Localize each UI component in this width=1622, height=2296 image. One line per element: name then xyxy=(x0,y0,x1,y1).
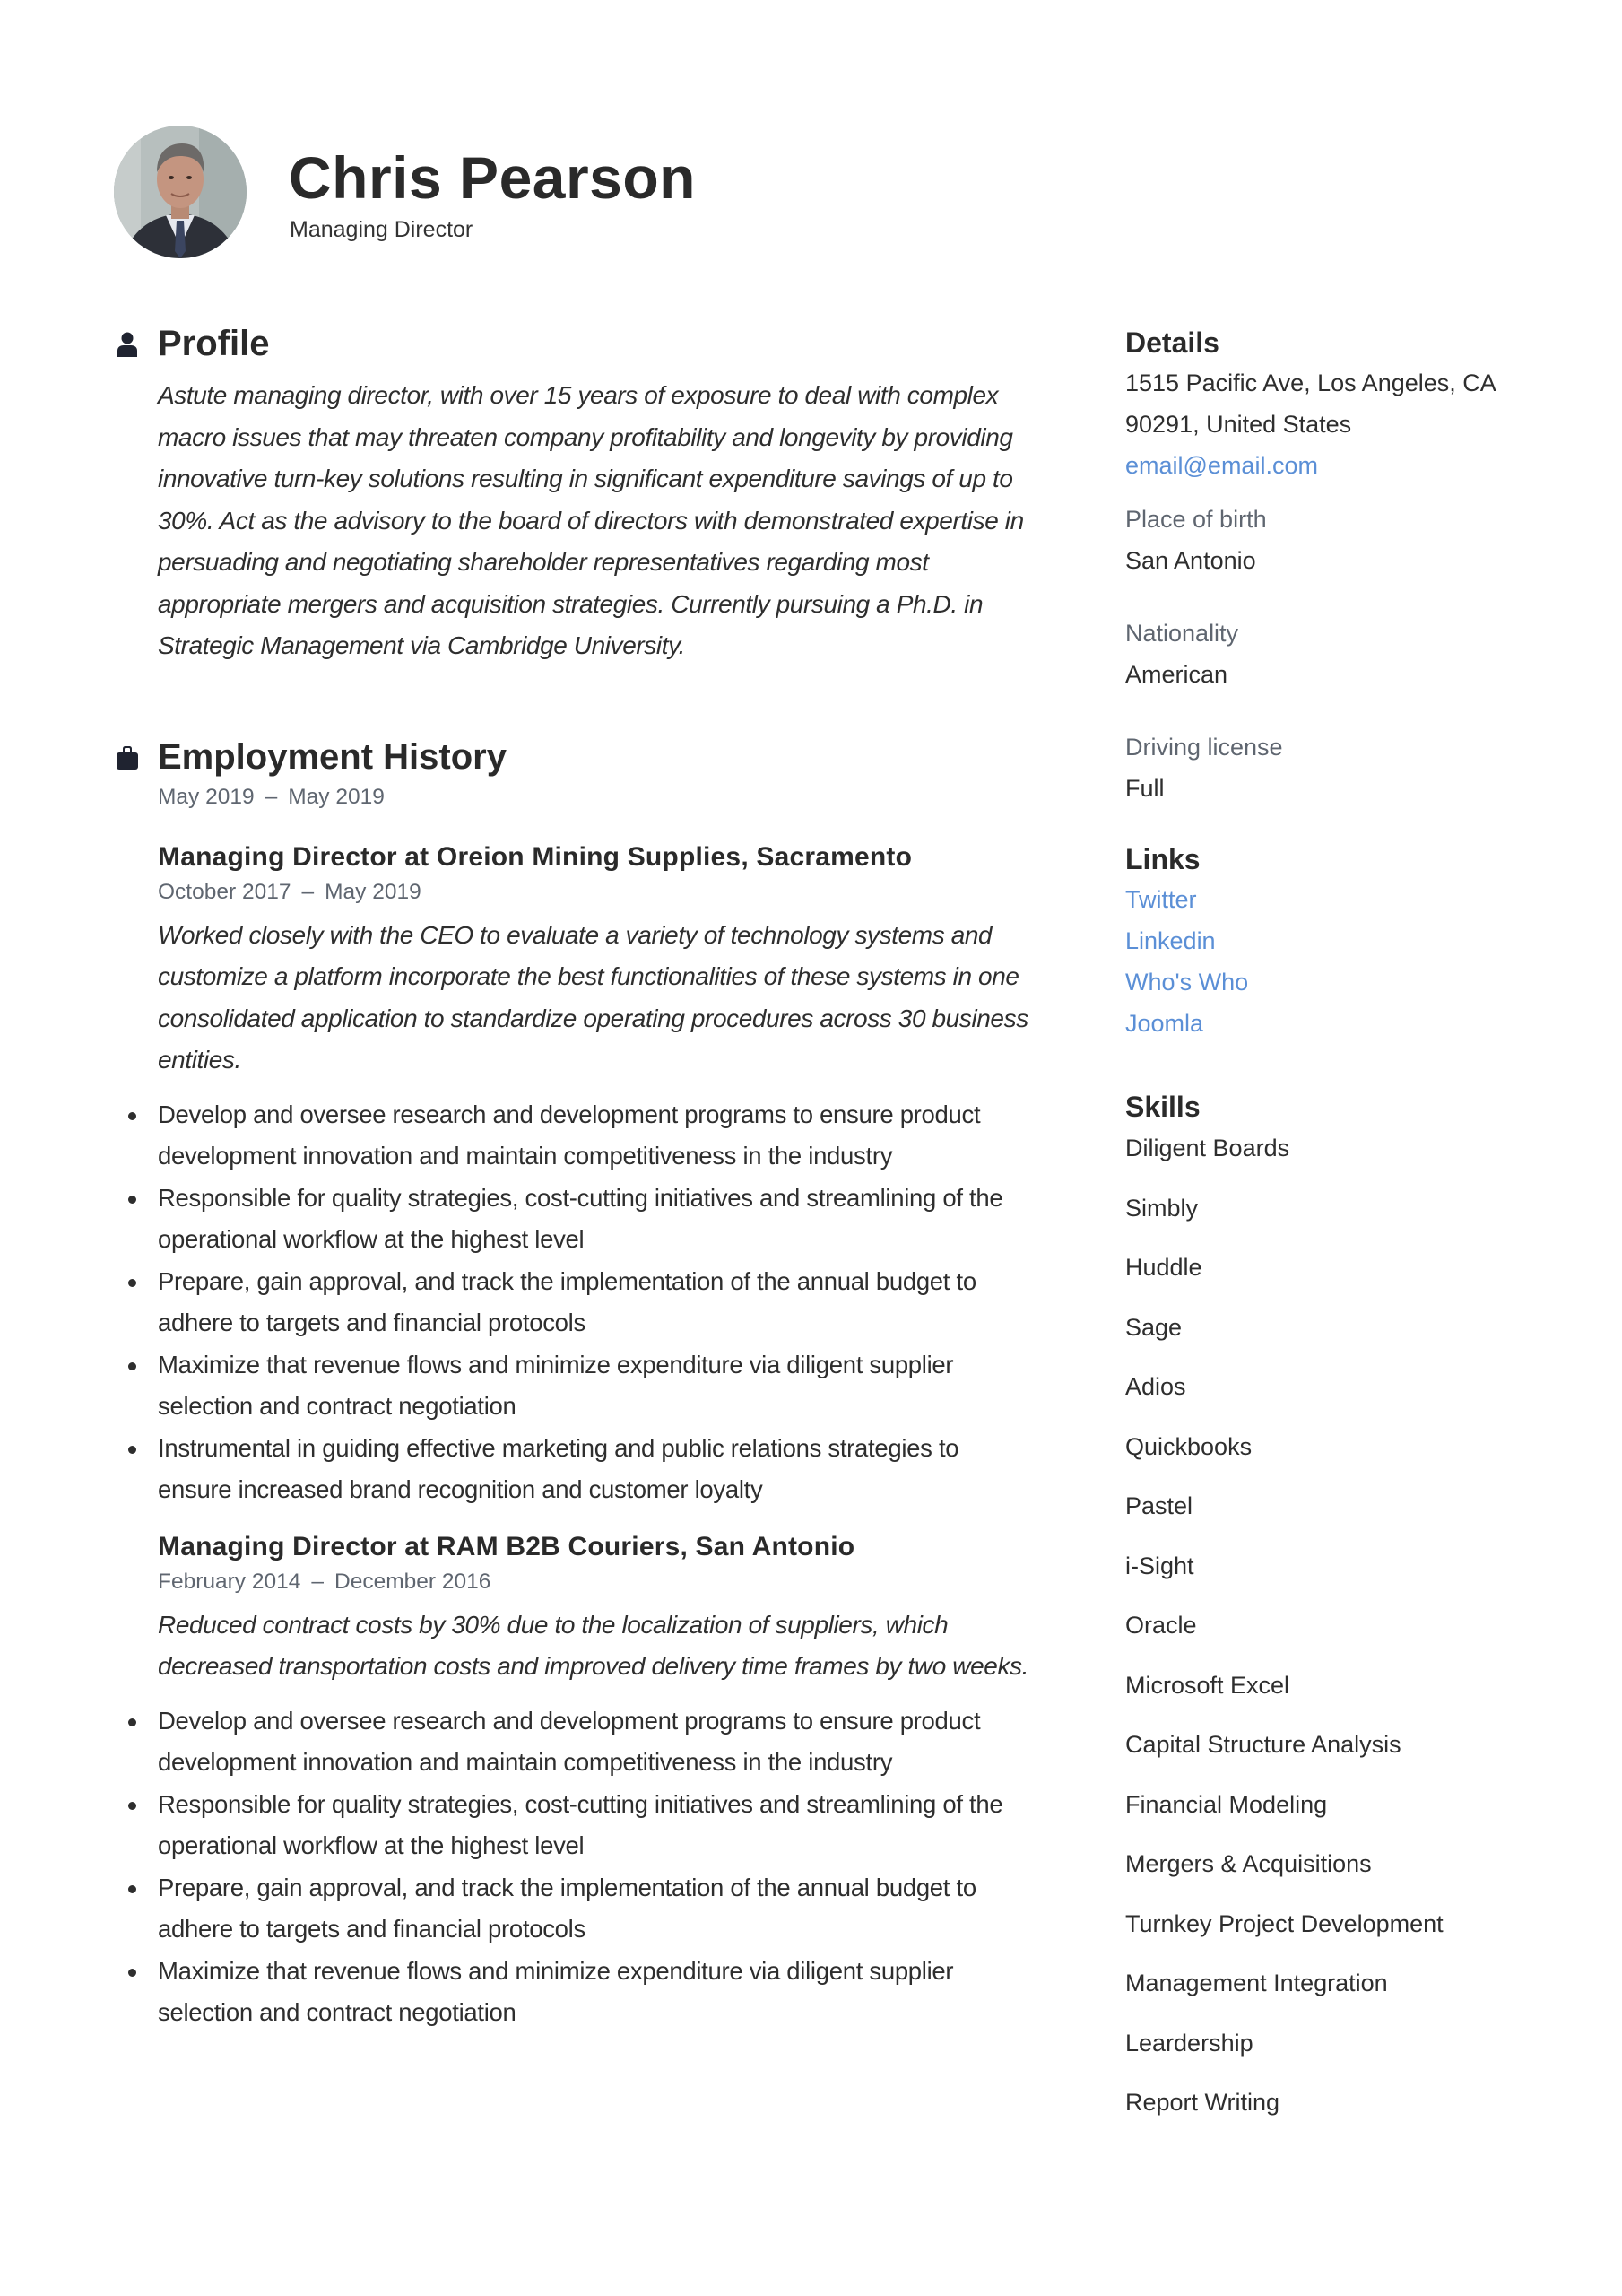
bullet-dot-icon xyxy=(128,1362,136,1370)
nationality-label: Nationality xyxy=(1125,620,1239,647)
skill-item: Turnkey Project Development xyxy=(1125,1909,1444,1937)
driving-license-value: Full xyxy=(1125,775,1165,802)
skill-item: Management Integration xyxy=(1125,1970,1388,1996)
skill-item: Diligent Boards xyxy=(1125,1135,1290,1161)
skill-item: Huddle xyxy=(1125,1254,1202,1281)
date-end: May 2019 xyxy=(325,879,421,904)
place-of-birth-value: San Antonio xyxy=(1125,547,1256,574)
skill-item: i-Sight xyxy=(1125,1552,1194,1579)
bullet-item xyxy=(115,1700,1020,1784)
job-date-range xyxy=(158,1567,1065,1597)
bullet-dot-icon xyxy=(128,1802,136,1810)
links-title: Links xyxy=(1125,843,1201,875)
skill-item: Mergers & Acquisitions xyxy=(1125,1850,1372,1877)
bullet-text: Responsible for quality strategies, cost-cutting initiatives and streamlining of the operational workflow at the highest level xyxy=(158,1183,1003,1253)
candidate-name: Chris Pearson xyxy=(289,144,696,211)
skills-title: Skills xyxy=(1125,1091,1201,1123)
skill-item: Adios xyxy=(1125,1373,1186,1400)
date-start: May 2019 xyxy=(158,784,255,809)
bullet-item xyxy=(115,1784,1020,1867)
date-end: December 2016 xyxy=(334,1569,491,1594)
bullet-item xyxy=(115,1178,1020,1261)
profile-summary: Astute managing director, with over 15 years of exposure to deal with complex macro issues that may threaten company profitability and longevity by providing innovative turn-key solutions resulting in significant expenditure savings of up to 30%. Act as the advisory to the board of directors with demonstrated expertise in persuading and negotiating shareholder representatives regarding most appropriate mergers and acquisition strategies. Currently pursuing a Ph.D. in Strategic Management via Cambridge University. xyxy=(158,381,1024,659)
links-section xyxy=(1125,839,1592,1044)
employment-title: Employment History xyxy=(158,736,507,777)
skill-item: Sage xyxy=(1125,1313,1183,1341)
person-icon xyxy=(115,331,140,358)
link-twitter[interactable]: Twitter xyxy=(1125,886,1197,913)
skill-item: Financial Modeling xyxy=(1125,1790,1328,1818)
job-title: Managing Director at RAM B2B Couriers, San Antonio xyxy=(158,1531,855,1561)
bullet-item xyxy=(115,1951,1020,2034)
bullet-text: Maximize that revenue flows and minimize expenditure via diligent supplier selection and contract negotiation xyxy=(158,1350,954,1420)
bullet-dot-icon xyxy=(128,1969,136,1977)
main-column xyxy=(115,318,1065,2034)
profile-heading xyxy=(115,318,1065,369)
bullet-item xyxy=(115,1428,1020,1511)
bullet-dot-icon xyxy=(128,1112,136,1120)
job-title: Managing Director at Oreion Mining Supplies, Sacramento xyxy=(158,841,913,872)
job-date-range xyxy=(158,877,1065,908)
job-bullets xyxy=(115,1700,1020,2034)
place-of-birth-label: Place of birth xyxy=(1125,506,1267,533)
bullet-dot-icon xyxy=(128,1446,136,1454)
date-dash: – xyxy=(265,784,278,809)
profile-photo-icon xyxy=(114,126,247,258)
job-entry xyxy=(158,1529,1065,2034)
bullet-item xyxy=(115,1261,1020,1344)
bullet-dot-icon xyxy=(128,1885,136,1893)
bullet-text: Responsible for quality strategies, cost-cutting initiatives and streamlining of the operational workflow at the highest level xyxy=(158,1789,1003,1859)
profile-section xyxy=(115,318,1065,667)
skill-item: Report Writing xyxy=(1125,2089,1280,2116)
driving-license-label: Driving license xyxy=(1125,734,1283,761)
bullet-dot-icon xyxy=(128,1279,136,1287)
date-dash: – xyxy=(301,879,315,904)
employment-date-range xyxy=(158,782,1065,813)
skill-item: Capital Structure Analysis xyxy=(1125,1731,1401,1758)
date-start: October 2017 xyxy=(158,879,291,904)
bullet-text: Prepare, gain approval, and track the implementation of the annual budget to adhere to targets and financial protocols xyxy=(158,1266,976,1336)
profile-title: Profile xyxy=(158,324,270,363)
date-dash: – xyxy=(311,1569,324,1594)
resume-header xyxy=(114,126,921,258)
job-entry xyxy=(158,839,1065,1511)
details-section xyxy=(1125,323,1592,809)
skill-item: Oracle xyxy=(1125,1612,1197,1639)
avatar xyxy=(114,126,247,258)
bullet-dot-icon xyxy=(128,1196,136,1204)
link-linkedin[interactable]: Linkedin xyxy=(1125,927,1216,954)
skills-list xyxy=(1125,1130,1592,2144)
email-link[interactable]: email@email.com xyxy=(1125,452,1318,479)
bullet-text: Maximize that revenue flows and minimize expenditure via diligent supplier selection and contract negotiation xyxy=(158,1956,954,2026)
briefcase-icon xyxy=(115,744,140,771)
job-summary: Reduced contract costs by 30% due to the localization of suppliers, which decreased transportation costs and improved delivery time frames by two weeks. xyxy=(158,1610,1029,1680)
skill-item: Pastel xyxy=(1125,1492,1193,1519)
job-summary: Worked closely with the CEO to evaluate a variety of technology systems and customize a platform incorporate the best functionalities of these systems in one consolidated application to standardize operating procedures across 30 business entities. xyxy=(158,920,1028,1074)
bullet-item xyxy=(115,1344,1020,1428)
candidate-job-title: Managing Director xyxy=(290,217,473,242)
skill-item: Leardership xyxy=(1125,2029,1253,2057)
link-joomla[interactable]: Joomla xyxy=(1125,1010,1204,1037)
job-bullets xyxy=(115,1094,1020,1511)
skill-item: Quickbooks xyxy=(1125,1432,1253,1460)
sidebar xyxy=(1125,323,1592,2144)
address-line-2: 90291, United States xyxy=(1125,411,1352,438)
skills-section xyxy=(1125,1087,1592,2144)
skill-item: Simbly xyxy=(1125,1194,1199,1222)
address-line-1: 1515 Pacific Ave, Los Angeles, CA xyxy=(1125,370,1496,396)
bullet-text: Instrumental in guiding effective marketing and public relations strategies to ensure increased brand recognition and customer loyalty xyxy=(158,1433,959,1503)
bullet-dot-icon xyxy=(128,1718,136,1726)
date-start: February 2014 xyxy=(158,1569,301,1594)
details-title: Details xyxy=(1125,326,1219,359)
nationality-value: American xyxy=(1125,661,1228,688)
bullet-text: Prepare, gain approval, and track the implementation of the annual budget to adhere to targets and financial protocols xyxy=(158,1873,976,1943)
bullet-item xyxy=(115,1867,1020,1951)
bullet-text: Develop and oversee research and development programs to ensure product development innovation and maintain competitiveness in the industry xyxy=(158,1100,981,1170)
link-whos-who[interactable]: Who's Who xyxy=(1125,969,1249,996)
date-end: May 2019 xyxy=(288,784,385,809)
employment-section xyxy=(115,732,1065,2034)
employment-heading xyxy=(115,732,1065,782)
skill-item: Microsoft Excel xyxy=(1125,1671,1290,1699)
bullet-item xyxy=(115,1094,1020,1178)
bullet-text: Develop and oversee research and development programs to ensure product development innovation and maintain competitiveness in the industry xyxy=(158,1706,981,1776)
